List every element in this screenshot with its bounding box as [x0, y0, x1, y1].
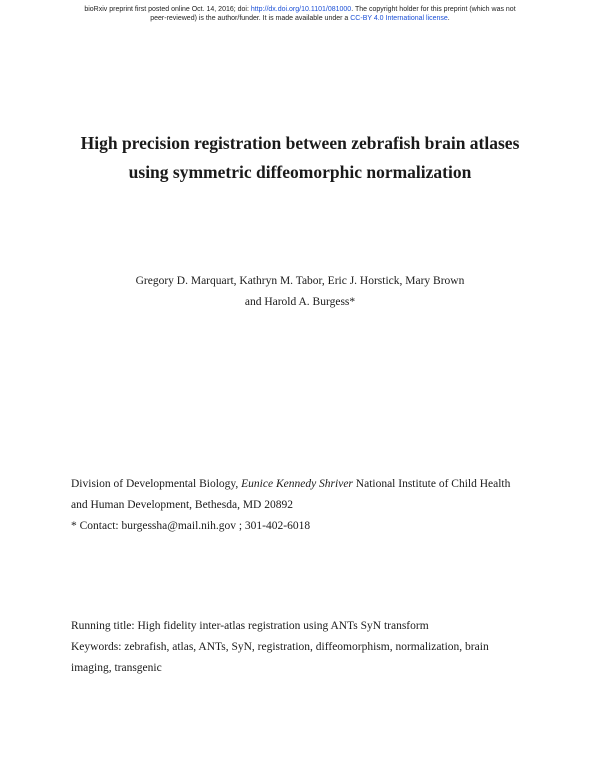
notice-text-3: peer-reviewed) is the author/funder. It is made available under a: [150, 15, 351, 22]
affiliation-suffix: National Institute of Child Health: [352, 478, 511, 490]
paper-meta: [71, 616, 541, 679]
author-list: [20, 271, 580, 313]
affiliation-line-2: and Human Development, Bethesda, MD 20892: [71, 499, 293, 511]
affiliation-line-1: [71, 474, 541, 495]
doi-link[interactable]: http://dx.doi.org/10.1101/081000: [250, 6, 352, 13]
affiliation-prefix: Division of Developmental Biology,: [71, 478, 242, 490]
preprint-notice-line-2: [10, 14, 590, 23]
contact-line: * Contact: burgessha@mail.nih.gov ; 301-402-6018: [71, 520, 311, 532]
title-line-2: using symmetric diffeomorphic normalization: [128, 162, 472, 182]
running-title: Running title: High fidelity inter-atlas registration using ANTs SyN transform: [71, 620, 429, 632]
authors-line-1: Gregory D. Marquart, Kathryn M. Tabor, Eric J. Horstick, Mary Brown: [135, 275, 465, 287]
notice-text-1: bioRxiv preprint first posted online Oct. 14, 2016; doi:: [84, 6, 251, 13]
affiliation-italic-name: Eunice Kennedy Shriver: [241, 478, 353, 490]
authors-line-2: and Harold A. Burgess*: [244, 296, 356, 308]
keywords-line-2: imaging, transgenic: [71, 662, 162, 674]
notice-text-4: .: [447, 15, 450, 22]
preprint-notice-line-1: [10, 5, 590, 14]
license-link[interactable]: CC-BY 4.0 International license: [350, 15, 448, 22]
preprint-notice: [10, 5, 590, 23]
title-line-1: High precision registration between zebrafish brain atlases: [80, 133, 520, 153]
keywords-line-1: Keywords: zebrafish, atlas, ANTs, SyN, registration, diffeomorphism, normalization, brain: [71, 641, 489, 653]
notice-text-2: . The copyright holder for this preprint (which was not: [351, 6, 516, 13]
paper-title: [20, 129, 580, 187]
affiliation-block: [71, 474, 541, 537]
